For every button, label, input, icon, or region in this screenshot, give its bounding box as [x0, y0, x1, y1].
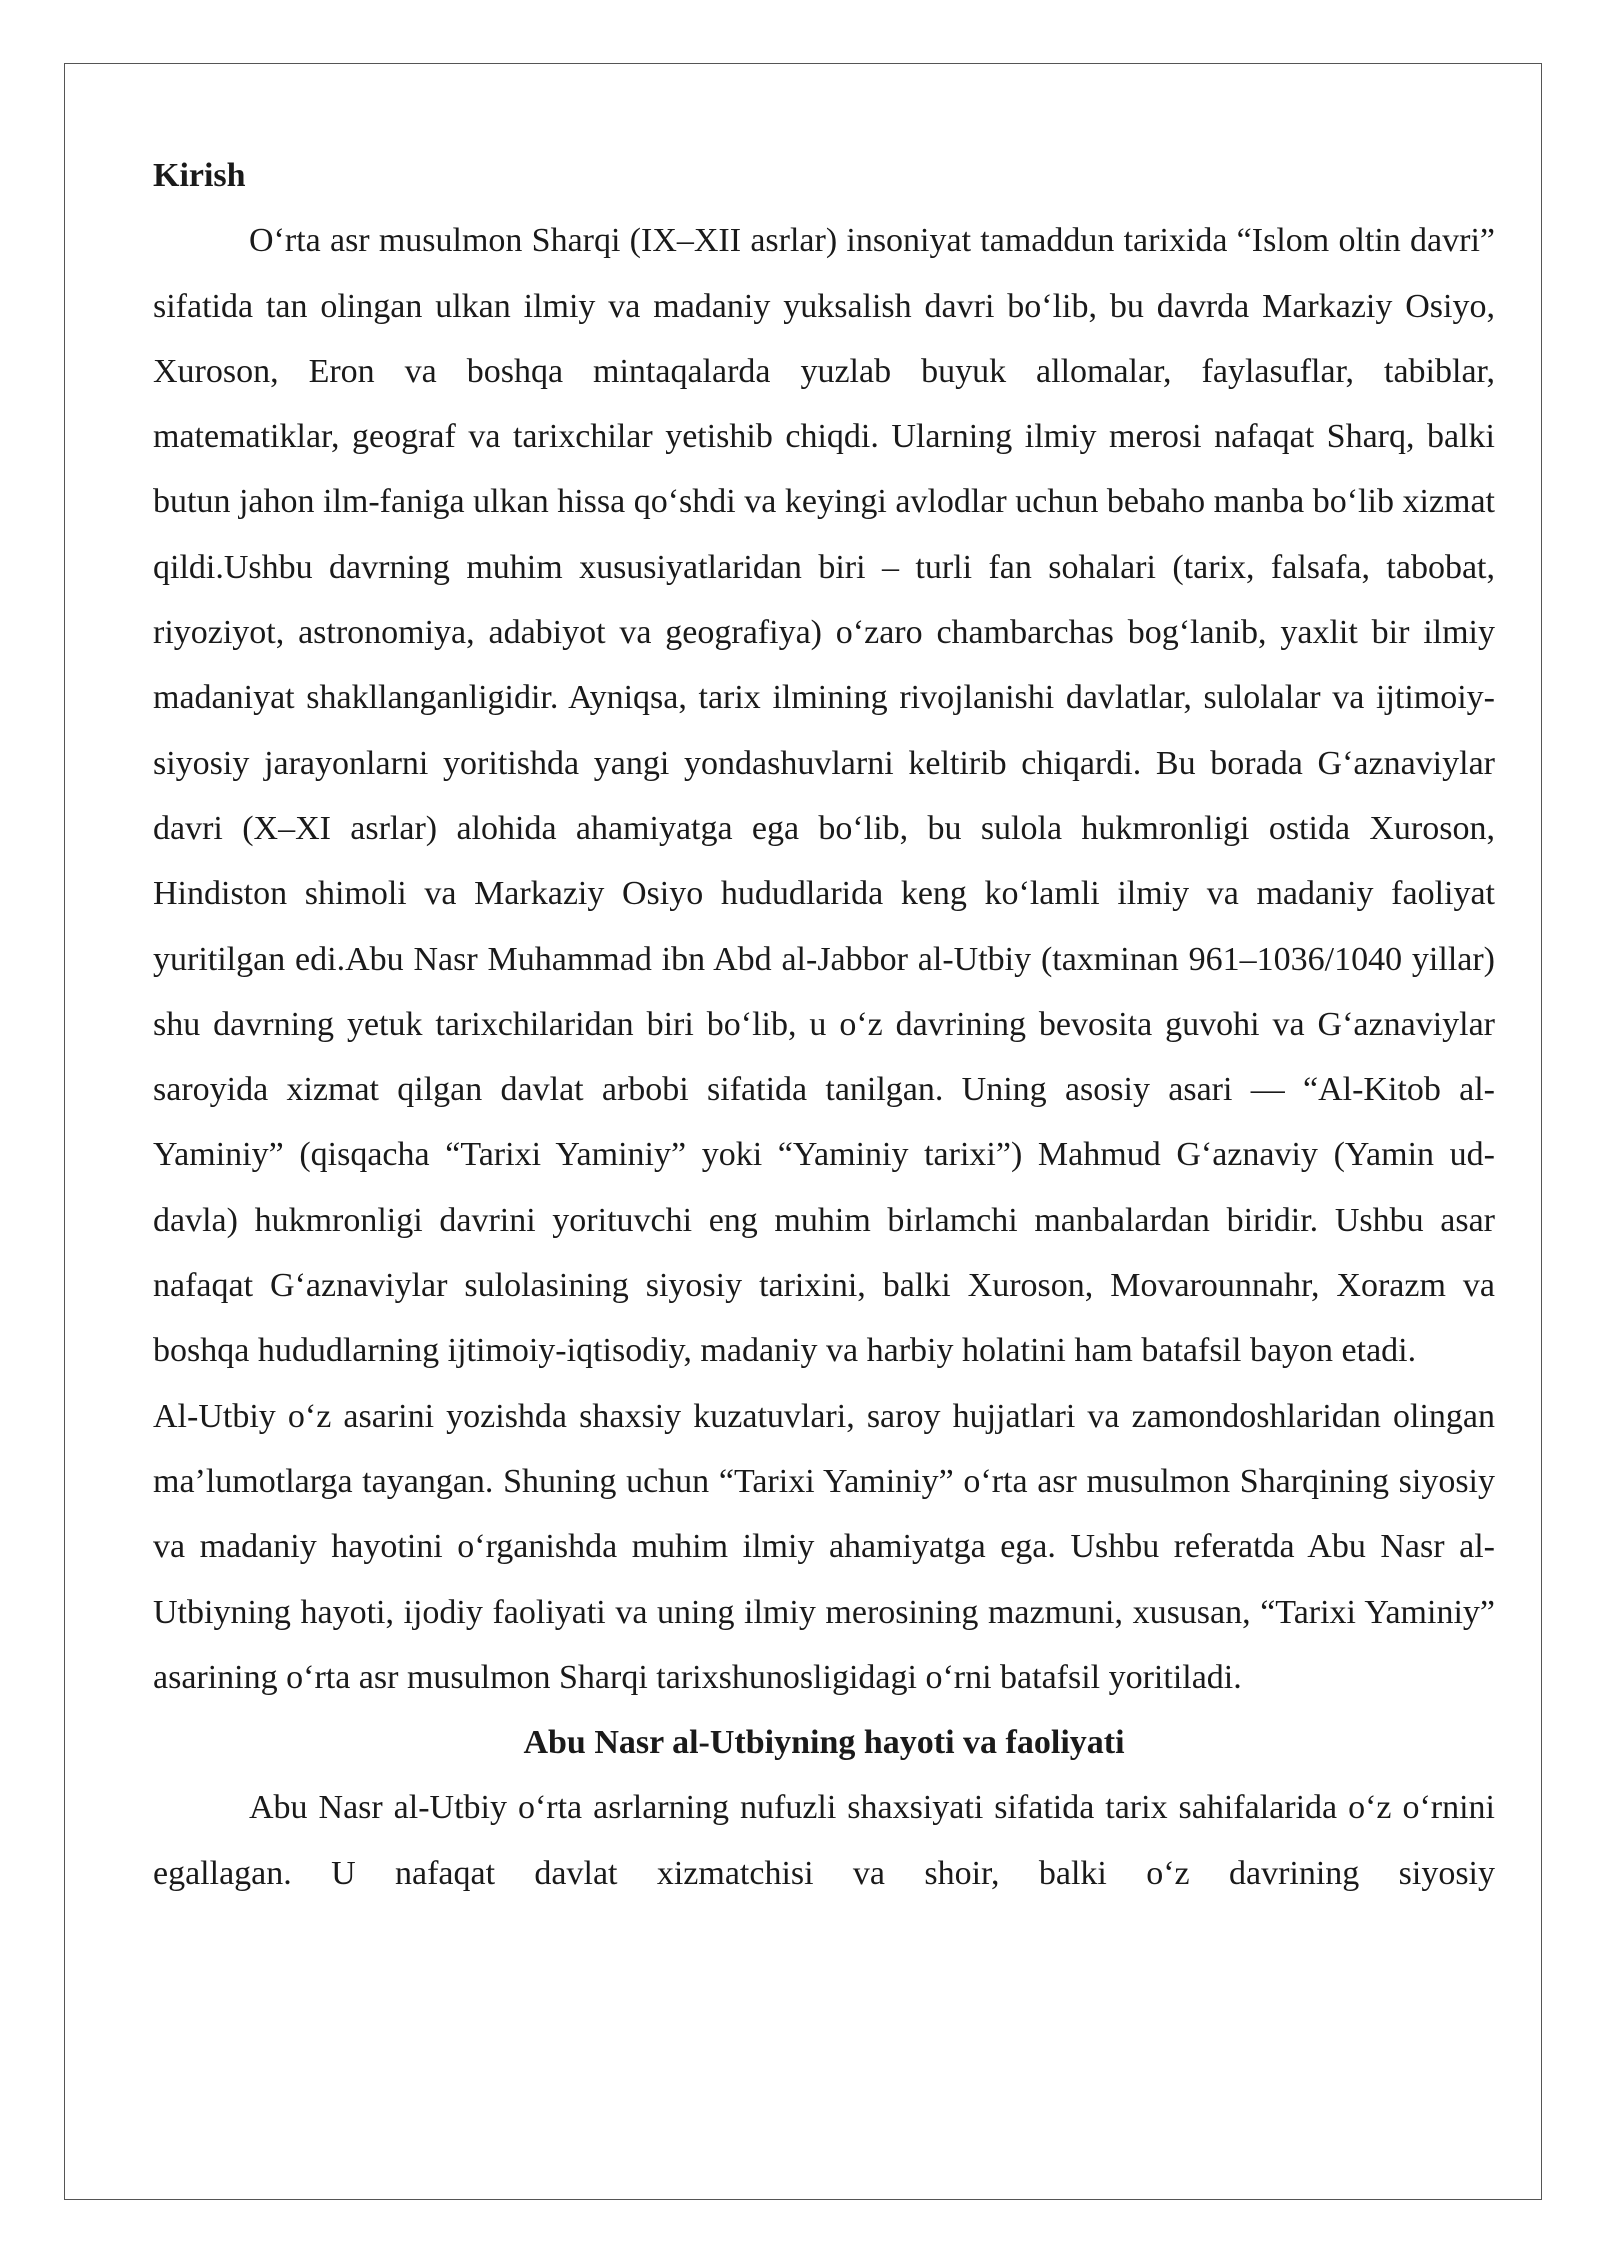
intro-heading: Kirish: [153, 157, 246, 194]
section-paragraph: Abu Nasr al-Utbiy o‘rta asrlarning nufuzli shaxsiyati sifatida tarix sahifalarida o‘z o‘rnini egallagan. U nafaqat davlat xizmatchisi va shoir, balki o‘z davrining siyosiy: [153, 1789, 1495, 1892]
intro-paragraph: Al-Utbiy o‘z asarini yozishda shaxsiy kuzatuvlari, saroy hujjatlari va zamondoshlaridan olingan ma’lumotlarga tayangan. Shuning uchun “Tarixi Yaminiy” o‘rta asr musulmon Sharqining siyosiy va madaniy hayotini o‘rganishda muhim ilmiy ahamiyatga ega. Ushbu referatda Abu Nasr al-Utbiyning hayoti, ijodiy faoliyati va uning ilmiy merosining mazmuni, xususan, “Tarixi Yaminiy” asarining o‘rta asr musulmon Sharqi tarixshunosligidagi o‘rni batafsil yoritiladi.: [153, 1397, 1495, 1696]
intro-paragraph: O‘rta asr musulmon Sharqi (IX–XII asrlar) insoniyat tamaddun tarixida “Islom oltin davri” sifatida tan olingan ulkan ilmiy va madaniy yuksalish davri bo‘lib, bu davrda Markaziy Osiyo, Xuroson, Eron va boshqa mintaqalarda yuzlab buyuk allomalar, faylasuflar, tabiblar, matematiklar, geograf va tarixchilar yetishib chiqdi. Ularning ilmiy merosi nafaqat Sharq, balki butun jahon ilm-faniga ulkan hissa qo‘shdi va keyingi avlodlar uchun bebaho manba bo‘lib xizmat qildi.Ushbu davrning muhim xususiyatlaridan biri – turli fan sohalari (tarix, falsafa, tabobat, riyoziyot, astronomiya, adabiyot va geografiya) o‘zaro chambarchas bog‘lanib, yaxlit bir ilmiy madaniyat shakllanganligidir. Ayniqsa, tarix ilmining rivojlanishi davlatlar, sulolalar va ijtimoiy-siyosiy jarayonlarni yoritishda yangi yondashuvlarni keltirib chiqardi. Bu borada G‘aznaviylar davri (X–XI asrlar) alohida ahamiyatga ega bo‘lib, bu sulola hukmronligi ostida Xuroson, Hindiston shimoli va Markaziy Osiyo hududlarida keng ko‘lamli ilmiy va madaniy faoliyat yuritilgan edi.Abu Nasr Muhammad ibn Abd al-Jabbor al-Utbiy (taxminan 961–1036/1040 yillar) shu davrning yetuk tarixchilaridan biri bo‘lib, u o‘z davrining bevosita guvohi va G‘aznaviylar saroyida xizmat qilgan davlat arbobi sifatida tanilgan. Uning asosiy asari — “Al-Kitob al-Yaminiy” (qisqacha “Tarixi Yaminiy” yoki “Yaminiy tarixi”) Mahmud G‘aznaviy (Yamin ud-davla) hukmronligi davrini yorituvchi eng muhim birlamchi manbalardan biridir. Ushbu asar nafaqat G‘aznaviylar sulolasining siyosiy tarixini, balki Xuroson, Movarounnahr, Xorazm va boshqa hududlarning ijtimoiy-iqtisodiy, madaniy va harbiy holatini ham batafsil bayon etadi.: [153, 222, 1495, 1370]
document-body: [153, 143, 1495, 1906]
section-heading: Abu Nasr al-Utbiyning hayoti va faoliyati: [523, 1724, 1125, 1762]
